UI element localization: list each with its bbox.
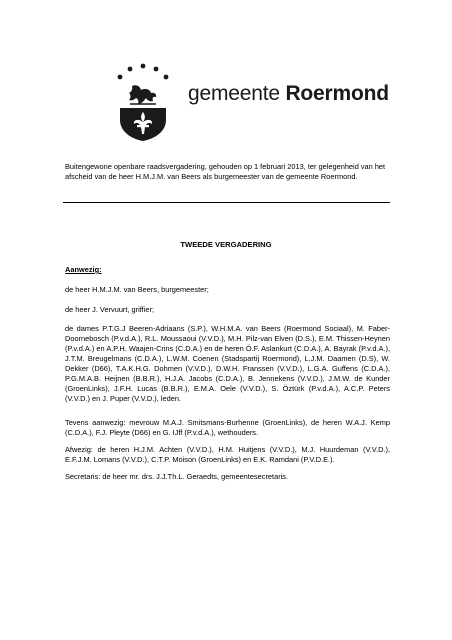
leden-paragraph: de dames P.T.G.J Beeren-Adriaans (S.P.), W.H.M.A. van Beers (Roermond Sociaal), M. Faber-Doornebosch (P.v.d.A.), R.L. Moussaoui (V.V.D.), M.H. Pilz-van Elven (D.S.), E.M. Thissen-Heynen (P.v.d.A.) en A.P.H. Waajen-Crins (C.D.A.) en de heren Ö.F. Aslankurt (C.D.A.), A. Bayrak (P.v.d.A.), J.T.M. Breugelmans (C.D.A.), L.W.M. Coenen (Stadspartij Roermond), L.J.M. Daamen (D.S), W. Dekker (D66), T.A.K.H.G. Dohmen (V.V.D.), D.W.H. Franssen (V.V.D.), L.G.A. Guffens (C.D.A.), P.G.M.A.B. Heijnen (B.B.R.), H.J.A. Jacobs (C.D.A.), B. Jennekens (V.V.D.), J.M.W. de Kunder (GroenLinks), J.F.H. Lucas (B.B.R.), E.M.A. Oele (V.V.D.), S. Öztürk (P.v.d.A.), A.C.P. Peters (V.V.D.) en J. Puper (V.V.D.), leden. [65,324,390,403]
tevens-aanwezig-paragraph: Tevens aanwezig: mevrouw M.A.J. Smitsmans-Burhenne (GroenLinks), de heren W.A.J. Kemp (C.D.A.), F.J. Pleyte (D66) en G. IJff (P.v.d.A.), wethouders. [65,418,390,437]
brand-name: Roermond [285,82,389,105]
intro-text: Buitengewone openbare raadsvergadering, gehouden op 1 februari 2013, ter gelegenheid van het afscheid van de heer H.M.J.M. van Beers als burgemeester van de gemeente Roermond. [65,162,386,181]
brand-wordmark [188,82,389,106]
brand-prefix: gemeente [188,82,280,105]
burgemeester-paragraph: de heer H.M.J.M. van Beers, burgemeester; [65,285,209,294]
aanwezig-label: Aanwezig: [65,265,102,274]
section-heading: TWEEDE VERGADERING [180,240,272,249]
afwezig-paragraph: Afwezig: de heren H.J.M. Achten (V.V.D.), H.M. Huitjens (V.V.D.), M.J. Huurdeman (V.V.D.), E.F.J.M. Lomans (V.V.D.), C.T.P. Moison (GroenLinks) en E.K. Ramdani (P.V.D.E.). [65,445,390,464]
roermond-coat-of-arms-icon [112,62,174,142]
divider-line [63,202,390,203]
secretaris-paragraph: Secretaris: de heer mr. drs. J.J.Th.L. Geraedts, gemeentesecretaris. [65,472,289,481]
griffier-paragraph: de heer J. Vervuurt, griffier; [65,305,155,314]
